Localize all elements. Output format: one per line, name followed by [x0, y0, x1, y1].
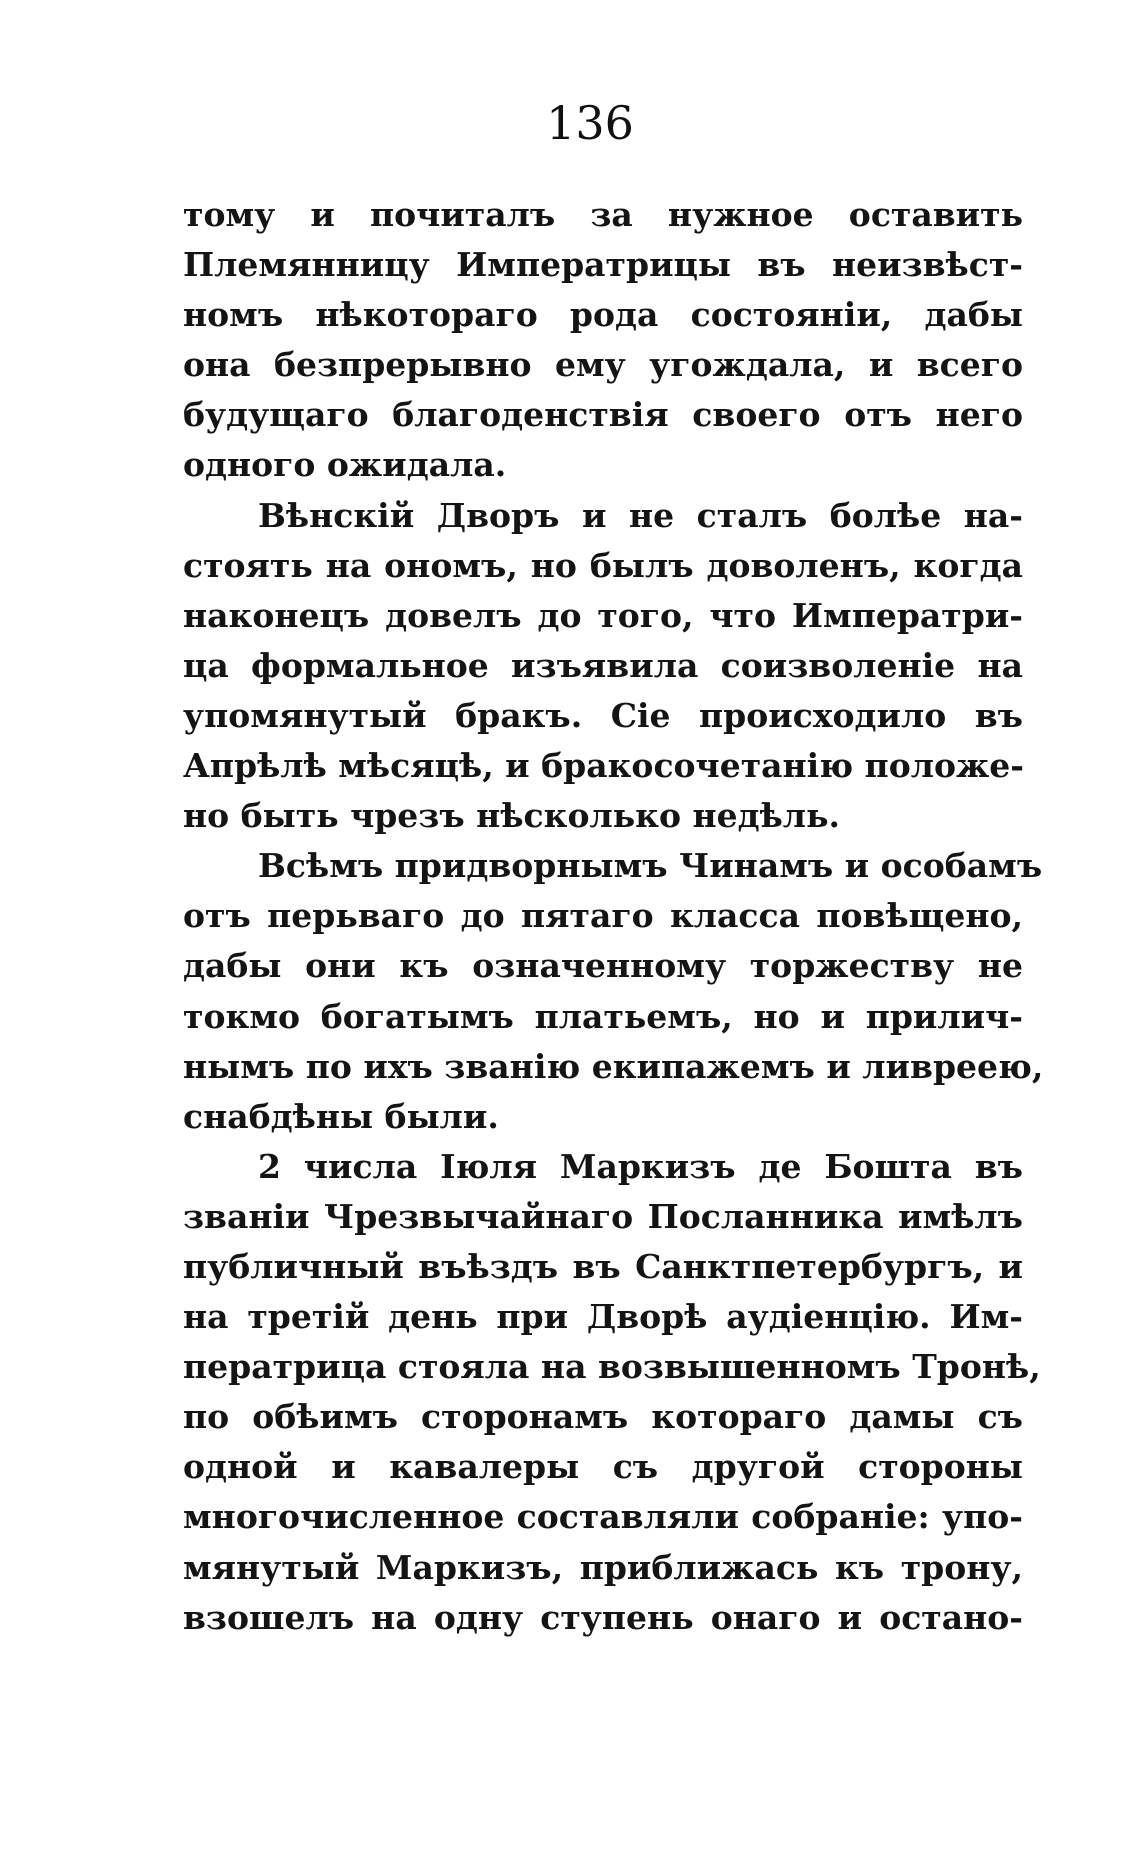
text-line: ца формальное изъявила соизволеніе на	[183, 645, 1023, 685]
text-line: токмо богатымъ платьемъ, но и прилич-	[183, 996, 1023, 1036]
text-line: тому и почиталъ за нужное оставить	[183, 195, 1023, 234]
text-line: взошелъ на одну ступень онаго и остано-	[183, 1597, 1023, 1637]
text-line: снабдѣны были.	[183, 1096, 499, 1136]
text-line: наконецъ довелъ до того, что Императри-	[183, 595, 1023, 635]
text-line: публичный въѣздъ въ Санктпетербургъ, и	[183, 1246, 1023, 1286]
text-line: будущаго благоденствія своего отъ него	[183, 395, 1023, 435]
text-line: но быть чрезъ нѣсколько недѣль.	[183, 796, 840, 836]
text-line: званіи Чрезвычайнаго Посланника имѣлъ	[183, 1196, 1023, 1236]
text-line: Племянницу Императрицы въ неизвѣст-	[183, 245, 1023, 285]
text-line: нымъ по ихъ званію екипажемъ и ливреею,	[183, 1046, 1044, 1086]
text-line: Вѣнскій Дворъ и не сталъ болѣе на-	[258, 495, 1023, 535]
text-line: отъ перьваго до пятаго класса повѣщено,	[183, 896, 1023, 936]
text-line: на третій день при Дворѣ аудіенцію. Им-	[183, 1297, 1023, 1337]
text-line: одной и кавалеры съ другой стороны	[183, 1447, 1023, 1487]
text-line: ператрица стояла на возвышенномъ Тронѣ,	[183, 1347, 1041, 1387]
body-text	[183, 190, 1044, 1643]
text-line: 2 числа Іюля Маркизъ де Бошта въ	[258, 1146, 1023, 1186]
text-line: упомянутый бракъ. Сіе происходило въ	[183, 695, 1023, 735]
page-number: 136	[546, 96, 634, 150]
text-line: стоять на ономъ, но былъ доволенъ, когда	[183, 545, 1023, 585]
text-line: мянутый Маркизъ, приближась къ трону,	[183, 1547, 1023, 1587]
text-line: многочисленное составляли собраніе: упо-	[183, 1497, 1023, 1537]
text-line: одного ожидала.	[183, 445, 507, 485]
text-line: Всѣмъ придворнымъ Чинамъ и особамъ	[258, 846, 1043, 886]
text-line: Апрѣлѣ мѣсяцѣ, и бракосочетанію положе-	[183, 746, 1025, 786]
text-line: по обѣимъ сторонамъ котораго дамы съ	[183, 1397, 1023, 1437]
text-line: номъ нѣкотораго рода состояніи, дабы	[183, 295, 1023, 335]
text-line: она безпрерывно ему угождала, и всего	[183, 345, 1023, 385]
text-line: дабы они къ означенному торжеству не	[183, 946, 1023, 986]
